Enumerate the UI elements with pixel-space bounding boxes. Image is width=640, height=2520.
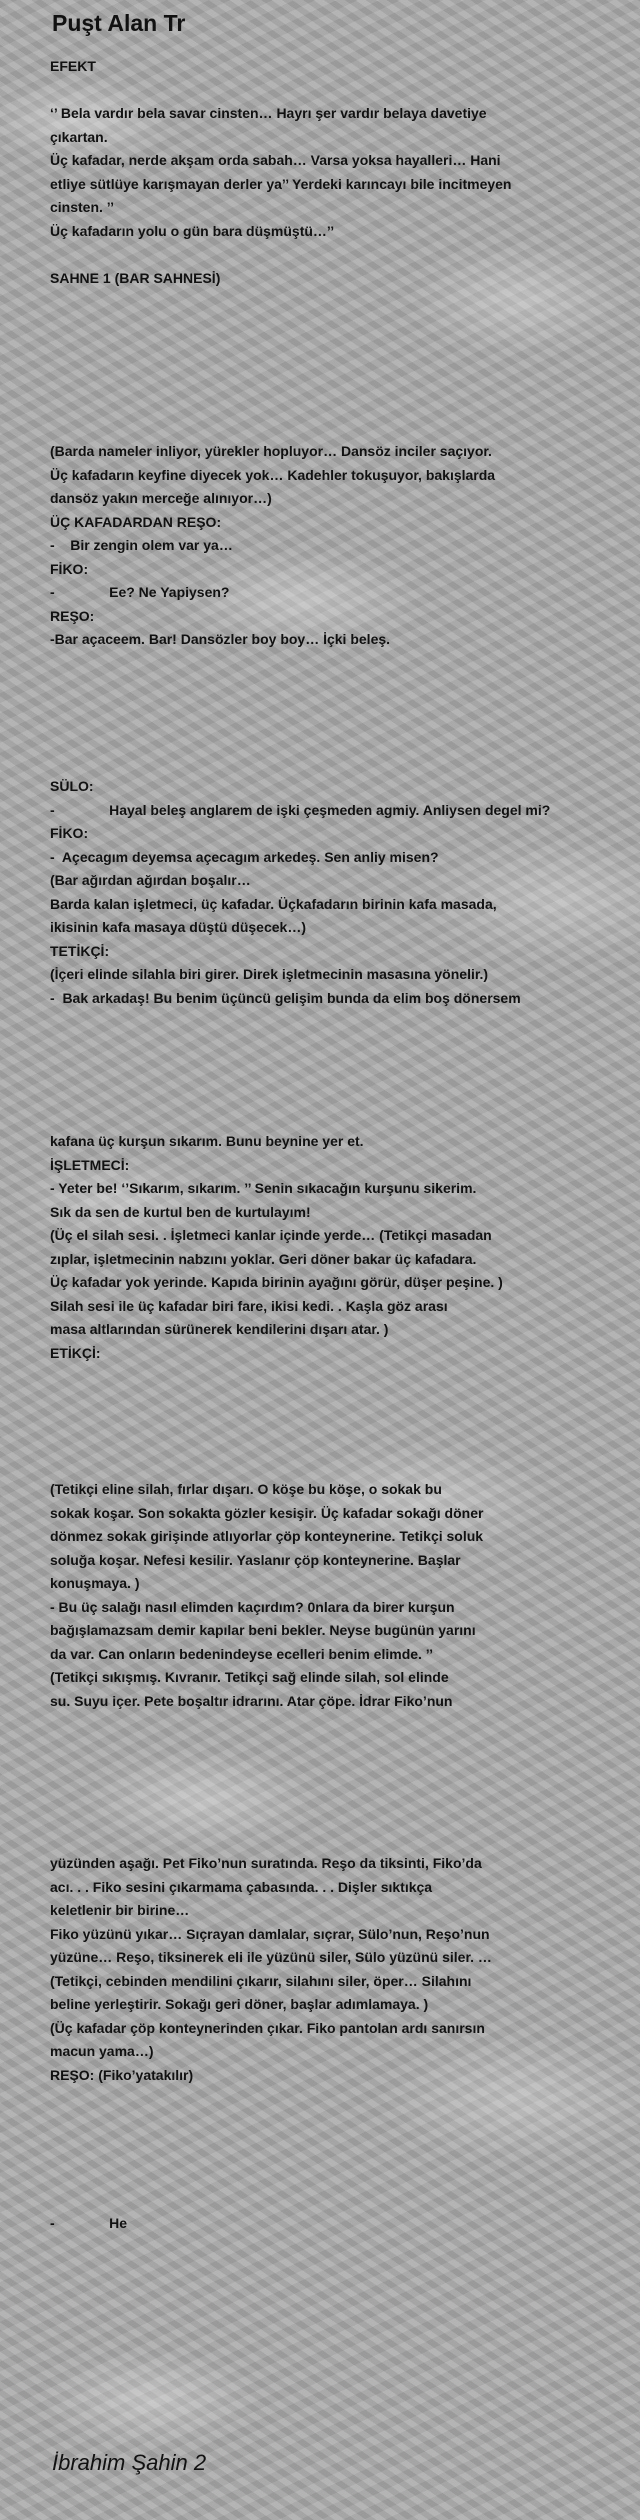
text-line: beline yerleştirir. Sokağı geri döner, başlar adımlamaya. ) <box>50 1996 429 2012</box>
text-line: ‘’ Bela vardır bela savar cinsten… Hayrı şer vardır belaya davetiye <box>50 105 487 121</box>
text-line: ikisinin kafa masaya düştü düşecek…) <box>50 919 306 935</box>
speaker-label: ÜÇ KAFADARDAN REŞO: <box>50 513 222 530</box>
text-block-7 <box>50 2212 630 2236</box>
text-line: Üç kafadarın yolu o gün bara düşmüştü…’’ <box>50 222 335 239</box>
text-line: yüzüne… Reşo, tiksinerek eli ile yüzünü siler, Sülo yüzünü siler. … <box>50 1949 492 1965</box>
speaker-label: TETİKÇİ: <box>50 942 110 959</box>
text-line: Üç kafadar yok yerinde. Kapıda birinin ayağını görür, düşer peşine. ) <box>50 1274 503 1290</box>
text-block-1 <box>50 55 630 290</box>
speaker-label: FİKO: <box>50 825 89 841</box>
dialogue-line: - Bak arkadaş! Bu benim üçüncü gelişim bunda da elim boş dönersem <box>50 989 521 1006</box>
scene-heading: SAHNE 1 (BAR SAHNESİ) <box>50 269 221 286</box>
text-line: etliye sütlüye karışmayan derler ya’’ Yerdeki karıncayı bile incitmeyen <box>50 175 512 192</box>
text-line: (Barda nameler inliyor, yürekler hopluyor… Dansöz inciler saçıyor. <box>50 443 492 459</box>
text-line: (Bar ağırdan ağırdan boşalır… <box>50 872 251 888</box>
speaker-label: İŞLETMECİ: <box>50 1156 130 1173</box>
speaker-label: REŞO: <box>50 607 95 624</box>
blank-line <box>50 243 630 267</box>
dialogue-line: - Bir zengin olem var ya… <box>50 537 233 553</box>
text-line: Üç kafadarın keyfine diyecek yok… Kadehler tokuşuyor, bakışlarda <box>50 466 496 483</box>
text-line: (Tetikçi sıkışmış. Kıvranır. Tetikçi sağ elinde silah, sol elinde <box>50 1669 449 1685</box>
dialogue-line: da var. Can onların bedenindeyse ecelleri benim elimde. ’’ <box>50 1645 434 1662</box>
dialogue-line: - Açecagım deyemsa açecagım arkedeş. Sen anliy misen? <box>50 848 439 865</box>
text-block-6 <box>50 1852 630 2087</box>
text-line: yüzünden aşağı. Pet Fiko’nun suratında. Reşo da tiksinti, Fiko’da <box>50 1855 482 1871</box>
text-block-4 <box>50 1130 630 1365</box>
dialogue-line: - Ee? Ne Yapiysen? <box>50 584 230 600</box>
dialogue-line: bağışlamazsam demir kapılar beni bekler. Neyse bugünün yarını <box>50 1622 476 1638</box>
text-line: (Üç kafadar çöp konteynerinden çıkar. Fiko pantolan ardı sanırsın <box>50 2019 485 2036</box>
dialogue-line: -Bar açaceem. Bar! Dansözler boy boy… İçki beleş. <box>50 631 391 647</box>
dialogue-line: Sık da sen de kurtul ben de kurtulayım! <box>50 1203 311 1220</box>
text-line: masa altlarından sürünerek kendilerini dışarı atar. ) <box>50 1321 389 1337</box>
text-line: (İçeri elinde silahla biri girer. Direk işletmecinin masasına yönelir.) <box>50 966 489 982</box>
speaker-label: REŞO: (Fiko’yatakılır) <box>50 2066 194 2083</box>
text-line: zıplar, işletmecinin nabzını yoklar. Geri döner bakar üç kafadara. <box>50 1250 477 1267</box>
dialogue-line: - He <box>50 2215 128 2231</box>
text-line: macun yama…) <box>50 2043 154 2059</box>
poem-title: Puşt Alan Tr <box>52 10 186 36</box>
blank-line <box>50 79 630 103</box>
text-line: Fiko yüzünü yıkar… Sıçrayan damlalar, sıçrar, Sülo’nun, Reşo’nun <box>50 1925 490 1942</box>
text-line: sokak koşar. Son sokakta gözler kesişir. Üç kafadar sokağı döner <box>50 1504 484 1521</box>
dialogue-line: - Yeter be! ‘’Sıkarım, sıkarım. ’’ Senin sıkacağın kurşunu sikerim. <box>50 1180 477 1196</box>
text-line: keletlenir bir birine… <box>50 1902 190 1918</box>
text-line: Üç kafadar, nerde akşam orda sabah… Varsa yoksa hayalleri… Hani <box>50 152 501 168</box>
speaker-label: FİKO: <box>50 560 89 577</box>
text-block-3 <box>50 775 630 1010</box>
text-line: EFEKT <box>50 58 96 74</box>
text-line: acı. . . Fiko sesini çıkarmama çabasında. . . Dişler sıktıkça <box>50 1878 433 1895</box>
dialogue-line: - Hayal beleş anglarem de işki çeşmeden agmiy. Anliysen degel mi? <box>50 801 551 818</box>
speaker-label: ETİKÇİ: <box>50 1344 101 1361</box>
speaker-label: SÜLO: <box>50 778 94 794</box>
text-line: dönmez sokak girişinde atlıyorlar çöp konteynerine. Tetikçi soluk <box>50 1528 484 1544</box>
text-line: (Tetikçi, cebinden mendilini çıkarır, silahını siler, öper… Silahını <box>50 1972 472 1989</box>
text-block-2 <box>50 440 630 652</box>
text-block-5 <box>50 1478 630 1713</box>
dialogue-line: - Bu üç salağı nasıl elimden kaçırdım? 0nlara da birer kurşun <box>50 1598 455 1615</box>
text-line: (Üç el silah sesi. . İşletmeci kanlar içinde yerde… (Tetikçi masadan <box>50 1227 492 1243</box>
text-line: soluğa koşar. Nefesi kesilir. Yaslanır çöp konteynerine. Başlar <box>50 1551 461 1568</box>
text-line: kafana üç kurşun sıkarım. Bunu beynine yer et. <box>50 1133 364 1149</box>
text-line: çıkartan. <box>50 128 108 145</box>
text-line: Silah sesi ile üç kafadar biri fare, ikisi kedi. . Kaşla göz arası <box>50 1297 448 1314</box>
text-line: konuşmaya. ) <box>50 1575 140 1591</box>
author-signature: İbrahim Şahin 2 <box>52 2450 207 2475</box>
text-line: (Tetikçi eline silah, fırlar dışarı. O köşe bu köşe, o sokak bu <box>50 1481 442 1497</box>
text-line: su. Suyu içer. Pete boşaltır idrarını. Atar çöpe. İdrar Fiko’nun <box>50 1692 453 1709</box>
text-line: dansöz yakın merceğe alınıyor…) <box>50 490 272 506</box>
text-line: cinsten. ’’ <box>50 199 115 215</box>
text-line: Barda kalan işletmeci, üç kafadar. Üçkafadarın birinin kafa masada, <box>50 895 497 912</box>
